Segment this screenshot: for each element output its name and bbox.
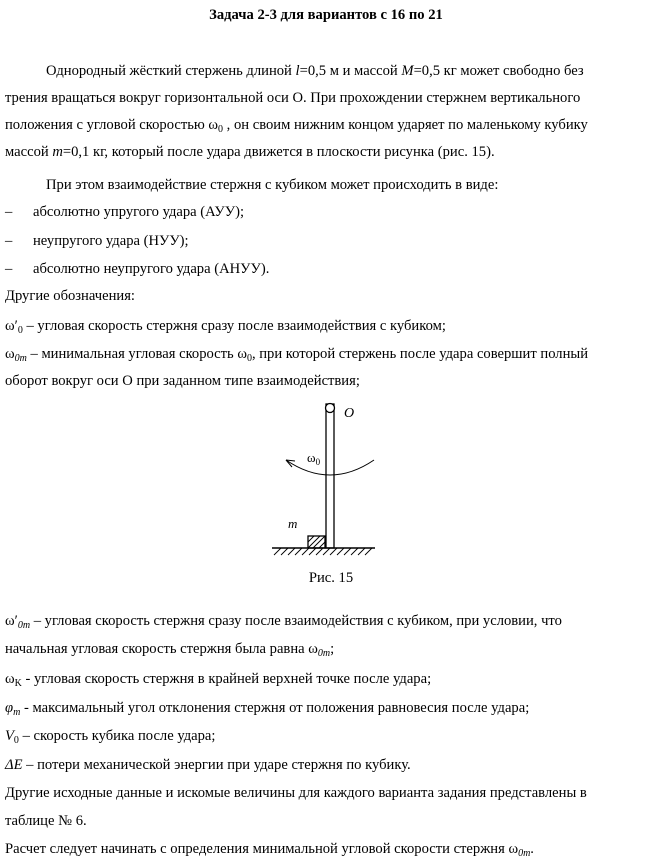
symbol: φ: [5, 700, 14, 716]
definition-phi-m: [5, 699, 529, 717]
bullet-item: [5, 232, 189, 250]
arrow-head-icon: [286, 460, 295, 467]
subscript: 0m: [518, 848, 531, 859]
text: , он своим нижним концом ударяет по маленькому кубику: [223, 117, 588, 133]
text: =0,5 кг может свободно без: [413, 63, 584, 79]
bullet-text: абсолютно неупругого удара (АНУУ).: [33, 261, 270, 277]
dash-marker: –: [5, 233, 13, 249]
subscript: m: [13, 707, 21, 718]
figure-caption: Рис. 15: [308, 570, 354, 586]
text: - угловая скорость стержня в крайней верхней точке после удара;: [21, 671, 432, 687]
subscript: 0m: [17, 620, 31, 631]
bullet-text: неупругого удара (НУУ);: [33, 233, 189, 249]
bullet-text: абсолютно упругого удара (АУУ);: [33, 204, 245, 220]
label-O: O: [344, 406, 355, 421]
definition-omegaK: [5, 670, 431, 688]
dash-marker: –: [5, 204, 13, 220]
text: – угловая скорость стержня сразу после взаимодействия с кубиком;: [22, 318, 446, 334]
figure-rod-and-cube: [270, 398, 380, 568]
subscript: 0: [17, 325, 23, 336]
definition-omega0m: [5, 345, 588, 363]
definition-omega0-prime: [5, 317, 446, 335]
text: ;: [330, 641, 335, 657]
label-omega0: $\omega_0$: [307, 450, 321, 467]
symbol: ω′: [5, 318, 18, 334]
symbol: ω: [5, 671, 15, 687]
text: – угловая скорость стержня сразу после взаимодействия с кубиком, при условии, что: [30, 613, 562, 629]
definition-deltaE: [5, 756, 411, 774]
subscript: 0m: [14, 353, 27, 364]
symbol: ω′: [5, 613, 18, 629]
text: .: [530, 841, 534, 857]
bullet-item: [5, 260, 269, 278]
text: массой: [5, 144, 53, 160]
symbol: ΔE: [5, 757, 23, 773]
definition-omega0m-prime-line2: [5, 640, 334, 658]
text: – скорость кубика после удара;: [18, 728, 216, 744]
text: положения с угловой скоростью ω: [5, 117, 219, 133]
subscript: 0: [218, 124, 224, 135]
text: начальная угловая скорость стержня была равна ω: [5, 641, 318, 657]
definition-omega0m-prime: [5, 612, 562, 630]
text: Однородный жёсткий стержень длиной: [46, 63, 296, 79]
final-instruction: [5, 840, 534, 858]
definition-V0: [5, 727, 215, 745]
page-title: Задача 2-3 для вариантов с 16 по 21: [209, 7, 443, 23]
para1-line3: [5, 116, 588, 134]
other-notation-label: Другие обозначения:: [5, 288, 135, 304]
var-m: m: [52, 144, 63, 160]
text: =0,5 м и массой: [299, 63, 402, 79]
para1-line2: трения вращаться вокруг горизонтальной оси О. При прохождении стержнем вертикального: [5, 90, 581, 106]
text: – потери механической энергии при ударе стержня по кубику.: [22, 757, 411, 773]
definition-omega0m-line2: оборот вокруг оси О при заданном типе взаимодействия;: [5, 373, 360, 389]
subscript: K: [14, 678, 22, 689]
symbol: ω: [5, 346, 15, 362]
symbol: V: [5, 728, 14, 744]
subscript: 0: [246, 353, 252, 364]
para1-line1: [46, 62, 584, 80]
para1-line4: [5, 143, 495, 161]
text: - максимальный угол отклонения стержня от положения равновесия после удара;: [20, 700, 530, 716]
dash-marker: –: [5, 261, 13, 277]
para2: При этом взаимодействие стержня с кубиком может происходить в виде:: [46, 177, 499, 193]
var-l: l: [295, 63, 300, 79]
text: , при которой стержень после удара совершит полный: [251, 346, 589, 362]
subscript: 0: [13, 735, 19, 746]
bullet-item: [5, 203, 244, 221]
closing-line1: Другие исходные данные и искомые величины для каждого варианта задания представлены в: [5, 785, 587, 801]
text: – минимальная угловая скорость ω: [26, 346, 247, 362]
closing-line2: таблице № 6.: [5, 813, 87, 829]
cube: [308, 536, 325, 548]
ground-hatching: [274, 548, 372, 555]
text: Расчет следует начинать с определения минимальной угловой скорости стержня ω: [5, 841, 519, 857]
text: =0,1 кг, который после удара движется в плоскости рисунка (рис. 15).: [62, 144, 495, 160]
label-m: m: [288, 516, 298, 531]
pivot-circle: [326, 404, 335, 413]
var-M: M: [401, 63, 414, 79]
subscript: 0m: [317, 648, 331, 659]
rod: [326, 404, 334, 548]
